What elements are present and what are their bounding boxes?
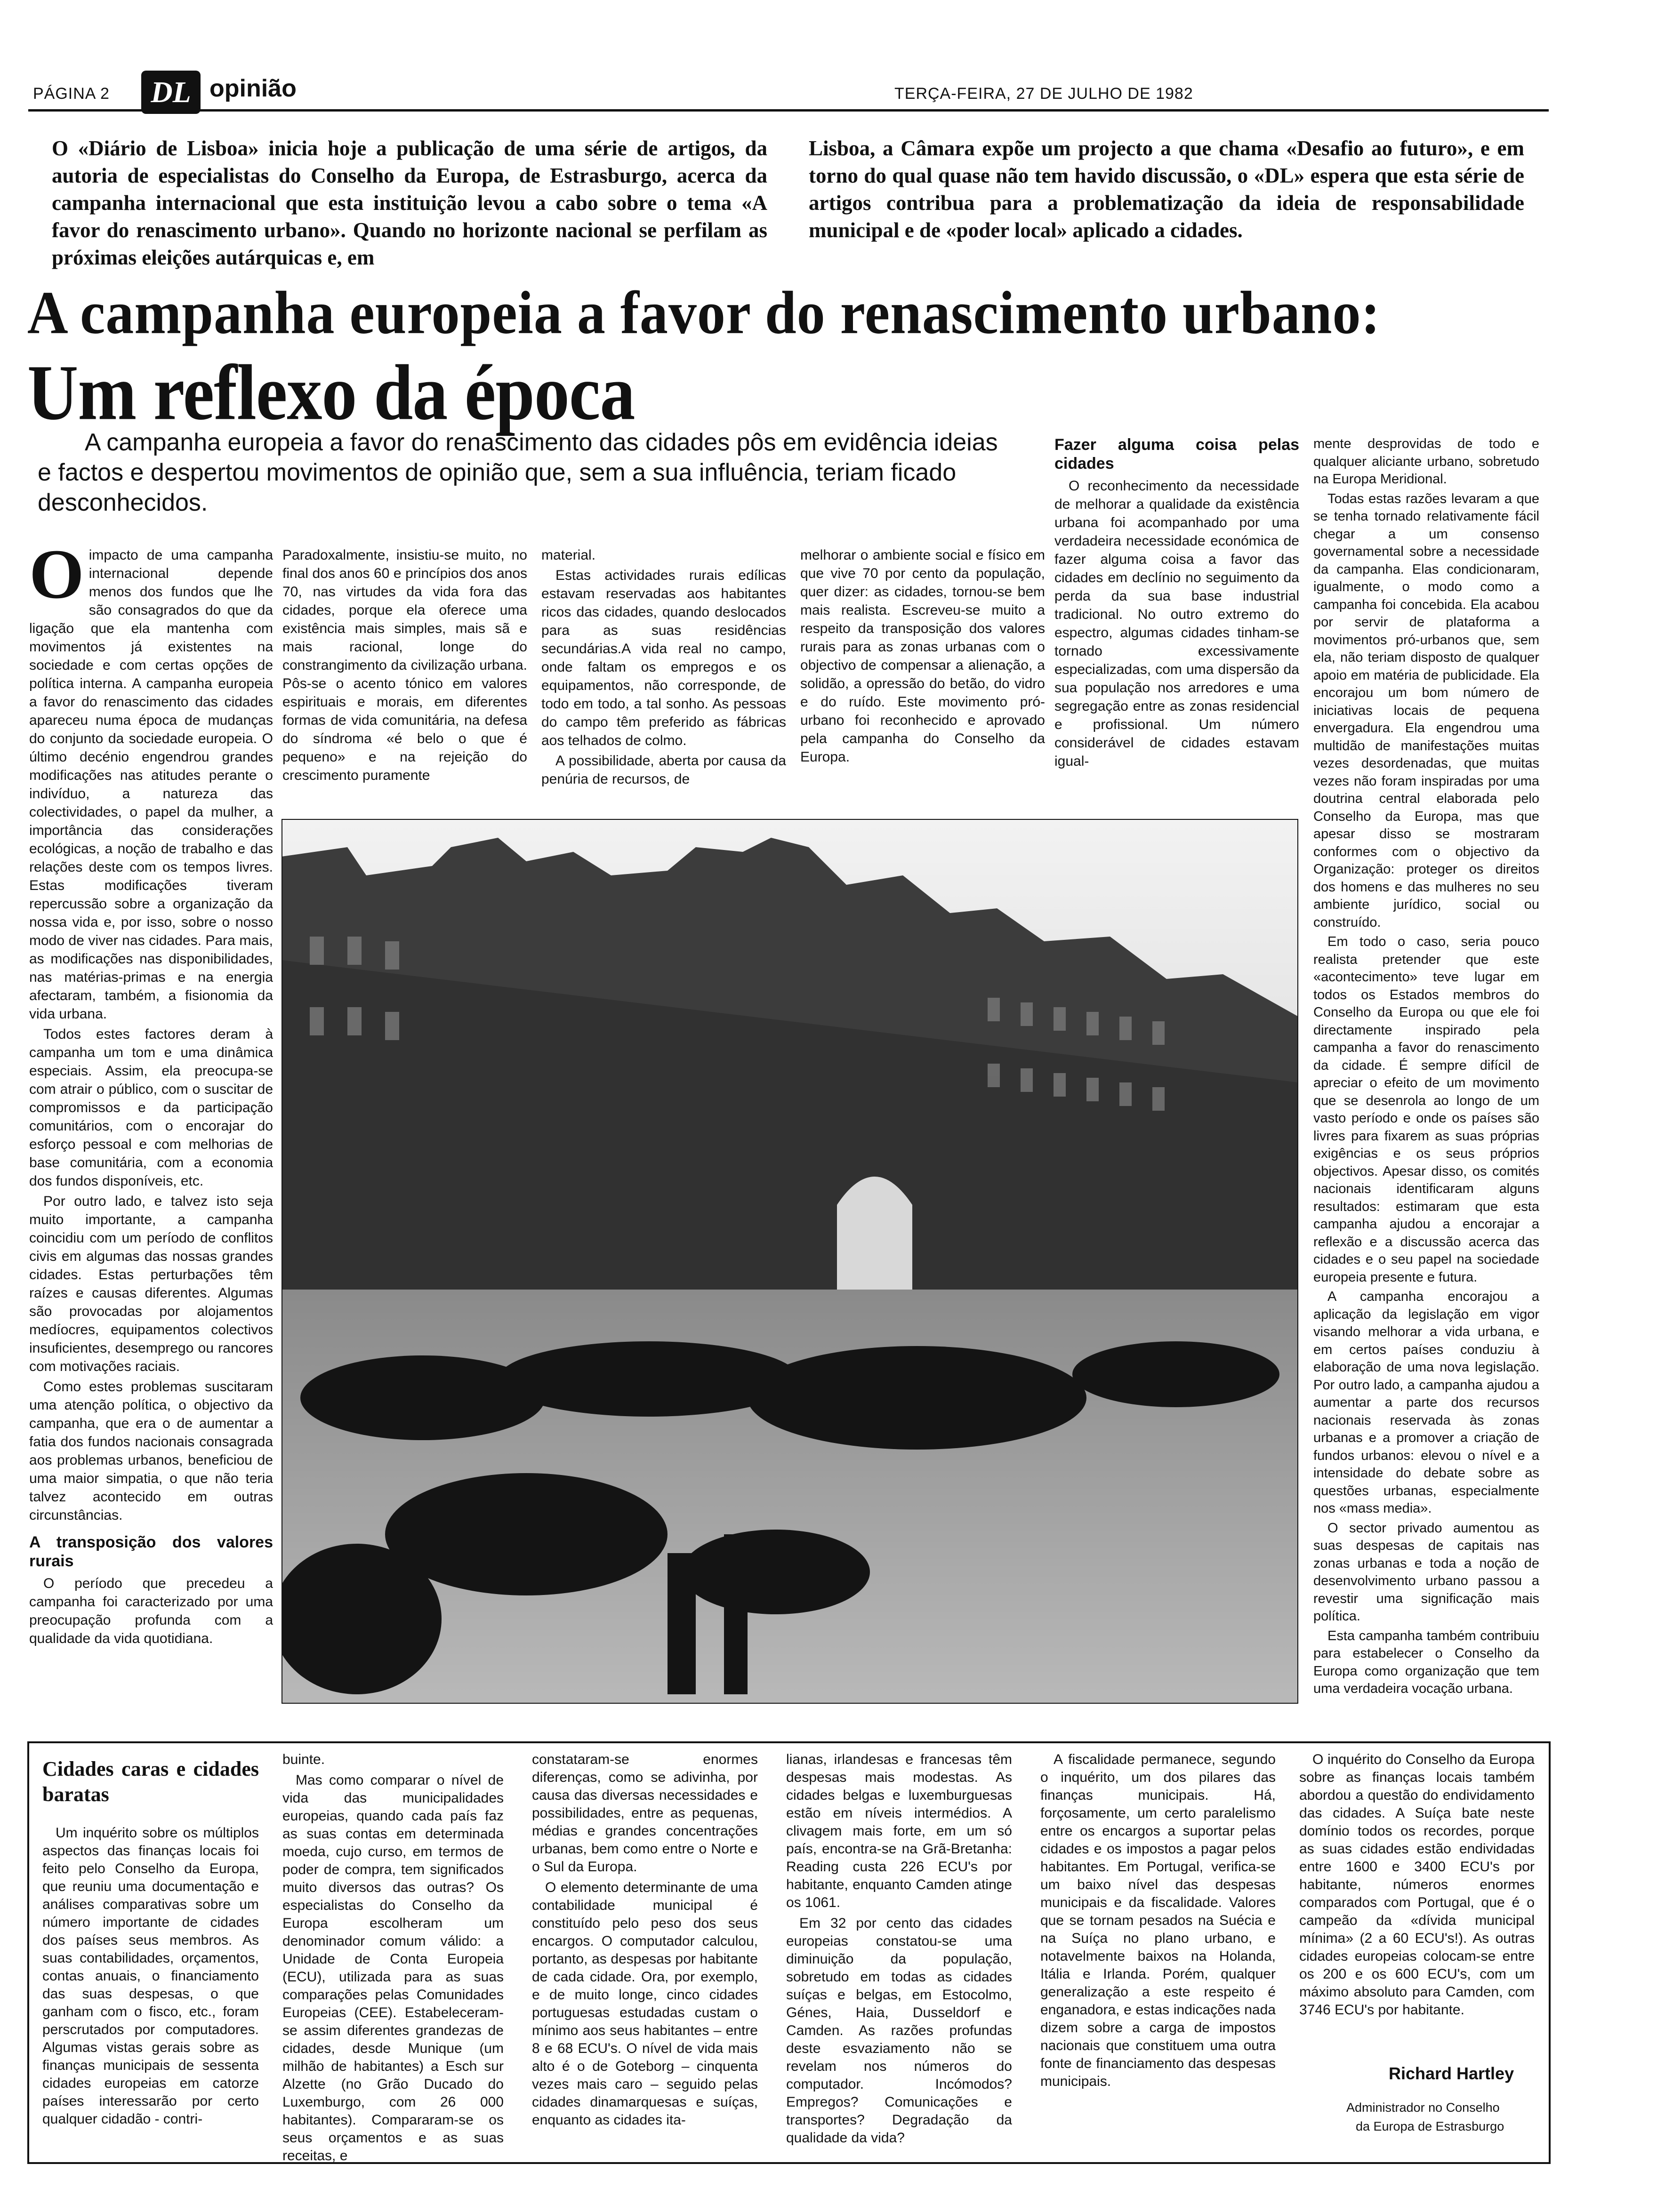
paragraph: O reconhecimento da necessidade de melhorar a qualidade da existência urbana foi acompanhado por uma verdadeira necessidade económica de fazer alguma coisa a favor das cidades em declínio no seguimento da perda da sua base industrial tradicional. No outro extremo do espectro, algumas cidades tinham-se tornado excessivamente especializadas, com uma dispersão da sua população nos arredores e uma segregação entre as zonas residencial e profissional. Um número considerável de cidades estavam igual- [1054,478,1299,769]
article-column-4 [800,546,1045,768]
article-column-2 [282,546,527,786]
paragraph: material. [541,547,596,563]
article-column-6 [1313,435,1539,1700]
paragraph: A possibilidade, aberta por causa da penúria de recursos, de [541,753,786,787]
sidebar-column-5 [1040,1751,1276,2093]
author-role-line-2: da Europa de Estrasburgo [1356,2119,1504,2133]
sidebar-column-2 [282,1751,504,2168]
paragraph: A campanha encorajou a aplicação da legislação em vigor visando melhorar a vida urbana, e em certos países conduziu à elaboração de uma nova legislação. Por outro lado, a campanha ajudou a aumentar a parte dos recursos nacionais reservada às zonas urbanas e a promover a criação de fundos urbanos: elevou o nível e a intensidade do debate sobre as questões urbanas, especialmente nos «mass media». [1313,1289,1539,1516]
drop-cap: O [29,535,84,613]
intro-left: O «Diário de Lisboa» inicia hoje a publicação de uma série de artigos, da autoria de especialistas do Conselho da Europa, de Estrasburgo, acerca da campanha internacional que esta instituição levou a cabo sobre o tema «A favor do renascimento urbano». Quando no horizonte nacional se perfilam as próximas eleições autárquicas e, em [52,136,767,269]
sidebar-column-3 [532,1751,758,2132]
photo-city-square-crowd [282,819,1298,1704]
paragraph: buinte. [282,1752,325,1767]
headline-line-1: A campanha europeia a favor do renascimento urbano: [27,279,1381,346]
masthead-rule [28,109,1549,112]
paragraph: Esta campanha também contribuiu para estabelecer o Conselho da Europa como organização que tem uma verdadeira vocação urbana. [1313,1628,1539,1696]
paragraph: Em 32 por cento das cidades europeias constatou-se uma diminuição da população, sobretudo em todas as cidades suíças e belgas, em Estocolmo, Génes, Haia, Dusseldorf e Camden. As razões profundas deste esvaziamento não se revelam nos números do computador. Incómodos? Empregos? Comunicações e transportes? Degradação da qualidade da vida? [786,1915,1012,2146]
sidebar-column-4 [786,1751,1012,2150]
paragraph: impacto de uma campanha internacional depende menos dos fundos que lhe são consagrados do que da ligação que ela mantenha com movimentos já existentes na sociedade e com certas opções de política interna. A campanha europeia a favor do renascimento das cidades apareceu numa época de mudanças do conjunto da sociedade europeia. O último decénio engendrou grandes modificações nas atitudes perante o indivíduo, a natureza das colectividades, o papel da mulher, a importância das considerações ecológicas, a noção de trabalho e das relações deste com os tempos livres. Estas modificações tiveram repercussão sobre a organização da nossa vida e, por isso, sobre o nosso modo de viver nas cidades. Para mais, as modificações nas disponibilidades, nas matérias-primas e na energia afectaram, também, a fisionomia da vida urbana. [29,547,273,1022]
paragraph: Um inquérito sobre os múltiplos aspectos das finanças locais foi feito pelo Conselho da Europa, que reuniu uma documentação e análises comparativas sobre um número importante de cidades dos países seus membros. As suas contabilidades, orçamentos, contas anuais, o financiamento das suas despesas, o que ganham com o fisco, etc., foram perscrutados por computadores. Algumas vistas gerais sobre as finanças municipais de sessenta cidades europeias em catorze países interessarão por certo qualquer cidadão - contri- [42,1825,259,2127]
sidebar-column-1 [42,1756,259,2131]
author-role-line-1: Administrador no Conselho [1346,2100,1500,2115]
paragraph: Por outro lado, e talvez isto seja muito importante, a campanha coincidiu com um período de conflitos civis em algumas das nossas grandes cidades. Estas perturbações têm raízes e causas diferentes. Algumas são provocadas por alojamentos medíocres, equipamentos colectivos insuficientes, desemprego ou rancores com motivações raciais. [29,1194,273,1374]
paragraph: constataram-se enormes diferenças, como se adivinha, por causa das diversas necessidades e possibilidades, entre as pequenas, médias e grandes concentrações urbanas, bem como entre o Norte e o Sul da Europa. [532,1752,758,1875]
newspaper-logo [141,71,201,114]
paragraph: Estas actividades rurais edílicas estavam reservadas aos habitantes ricos das cidades, quando deslocados para as suas residências secundárias.A vida real no campo, onde faltam os empregos e os equipamentos, não corresponde, de todo em todo, a tal sonho. As pessoas do campo têm preferido as fábricas aos telhados de colmo. [541,568,786,748]
logo-text: DL [151,75,191,109]
paragraph: O inquérito do Conselho da Europa sobre as finanças locais também abordou a questão do endividamento das cidades. A Suíça bate neste domínio todos os recordes, porque as suas cidades estão endividadas entre 1600 e 3400 ECU's por habitante, números enormes comparados com Portugal, que é o campeão da «dívida municipal mínima» (2 a 60 ECU's!). As outras cidades europeias colocam-se entre os 200 e os 600 ECU's, com um máximo absoluto para Camden, com 3746 ECU's por habitante. [1299,1752,1535,2018]
sidebar-column-6 [1299,1751,1535,2022]
section-title: opinião [209,75,297,102]
sidebar-title: Cidades caras e cidades baratas [42,1757,259,1806]
paragraph: A fiscalidade permanece, segundo o inquérito, um dos pilares das finanças municipais. Há, forçosamente, um certo paralelismo entre os encargos a suportar pelas cidades e os impostos a pagar pelos habitantes. Em Portugal, verifica-se um baixo nível das despesas municipais e da fiscalidade. Valores que se tornam pesados na Suécia e na Suíça no plano urbano, e notavelmente baixos na Holanda, Itália e Irlanda. Porém, qualquer generalização a este respeito é enganadora, e estas indicações nada dizem sobre a carga de impostos nacionais que constituem uma outra fonte de financiamento das despesas municipais. [1040,1752,1276,2089]
author-name: Richard Hartley [1389,2064,1514,2083]
article-column-1 [29,535,273,1650]
page-number: PÁGINA 2 [33,85,110,103]
paragraph: O período que precedeu a campanha foi caracterizado por uma preocupação profunda com a qualidade da vida quotidiana. [29,1576,273,1646]
subheading-rural-values: A transposição dos valores rurais [29,1533,273,1570]
paragraph: Todos estes factores deram à campanha um tom e uma dinâmica especiais. Assim, ela preocupa-se com atrair o público, com o suscitar de compromissos e da participação comunitários, com o encorajar do esforço pessoal e com melhorias de base comunitária, com a economia dos fundos disponíveis, etc. [29,1026,273,1189]
lead-paragraph: A campanha europeia a favor do renascimento das cidades pôs em evidência ideias e factos e despertou movimentos de opinião que, sem a sua influência, teriam ficado desconhecidos. [38,429,998,516]
paragraph: lianas, irlandesas e francesas têm despesas mais modestas. As cidades belgas e luxemburguesas estão em níveis intermédios. A clivagem mais forte, em um só país, encontra-se na Grã-Bretanha: Reading custa 226 ECU's por habitante, enquanto Camden atinge os 1061. [786,1752,1012,1910]
article-column-3 [541,546,786,790]
paragraph: Em todo o caso, seria pouco realista pretender que este «acontecimento» teve lugar em todos os Estados membros do Conselho da Europa ou que ele foi directamente inspirado pela campanha a favor do renascimento da cidade. É sempre difícil de apreciar o efeito de um movimento que se desenrola ao longo de um vasto período e onde os países são livres para fixarem as suas próprias exigências e os seus próprios objectivos. Apesar disso, os comités nacionais identificaram alguns resultados: estimaram que esta campanha ajudou a encorajar a reflexão e a discussão acerca das cidades e o seu papel na sociedade europeia presente e futura. [1313,934,1539,1285]
paragraph: mente desprovidas de todo e qualquer aliciante urbano, sobretudo na Europa Meridional. [1313,436,1539,487]
paragraph: O elemento determinante de uma contabilidade municipal é constituído pelo peso dos seus encargos. O computador calculou, portanto, as despesas por habitante de cada cidade. Ora, por exemplo, e de muito longe, cinco cidades portuguesas estudadas custam o mínimo aos seus habitantes – entre 8 e 68 ECU's. O nível de vida mais alto é o de Goteborg – cinquenta vezes mais caro – seguido pelas cidades dinamarquesas e suíças, enquanto as cidades ita- [532,1880,758,2128]
headline-line-2: Um reflexo da época [27,349,635,437]
issue-date: TERÇA-FEIRA, 27 DE JULHO DE 1982 [894,85,1193,103]
paragraph: Mas como comparar o nível de vida das municipalidades europeias, quando cada país faz as suas contas em determinada moeda, cujo curso, em termos de poder de compra, tem significados muito diversos das outras? Os especialistas do Conselho da Europa escolheram um denominador comum válido: a Unidade de Conta Europeia (ECU), utilizada para as suas comparações pelas Comunidades Europeias (CEE). Estabeleceram-se assim diferentes grandezas de cidades, desde Munique (um milhão de habitantes) a Esch sur Alzette (no Grão Ducado do Luxemburgo, com 26 000 habitantes). Compararam-se os seus orçamentos e as suas receitas, e [282,1772,504,2164]
intro-right: Lisboa, a Câmara expõe um projecto a que chama «Desafio ao futuro», e em torno do qual quase não tem havido discussão, o «DL» espera que esta série de artigos contribua para a problematização da ideia de responsabilidade municipal e de «poder local» aplicado a cidades. [809,136,1524,242]
subheading-do-something: Fazer alguma coisa pelas cidades [1054,436,1299,473]
paragraph: melhorar o ambiente social e físico em que vive 70 por cento da população, quer dizer: as cidades, tornou-se bem mais realista. Escreveu-se muito a respeito da transposição dos valores rurais para as zonas urbanas com o objectivo de compensar a alienação, a solidão, a opressão do betão, do vidro e do ruído. Este movimento pró-urbano foi reconhecido e aprovado pela campanha do Conselho da Europa. [800,547,1045,765]
paragraph: Como estes problemas suscitaram uma atenção política, o objectivo da campanha, que era o de aumentar a fatia dos fundos nacionais consagrada aos problemas urbanos, beneficiou de uma maior simpatia, o que não teria talvez acontecido em outras circunstâncias. [29,1379,273,1523]
paragraph: O sector privado aumentou as suas despesas de capitais nas zonas urbanas e toda a noção de desenvolvimento urbano passou a revestir uma significação mais política. [1313,1520,1539,1624]
paragraph: Todas estas razões levaram a que se tenha tornado relativamente fácil chegar a um consenso governamental sobre a necessidade da campanha. Elas condicionaram, igualmente, o modo como a campanha foi concebida. Ela acabou por servir de plataforma a movimentos pró-urbanos que, sem ela, não teriam disposto de qualquer apoio em matéria de publicidade. Ela encorajou um bom número de iniciativas locais de pequena envergadura. Ela engendrou uma multidão de manifestações muitas vezes desordenadas, que muitas vezes não foram inspiradas por uma doutrina central elaborada pelo Conselho da Europa, mas que apesar disso se mostraram conformes com o objectivo da Organização: proteger os direitos dos homens e das mulheres no seu ambiente jurídico, social ou construído. [1313,491,1539,930]
paragraph: Paradoxalmente, insistiu-se muito, no final dos anos 60 e princípios dos anos 70, nas virtudes da vida fora das cidades, porque ela oferece uma existência mais simples, mais sã e mais racional, longe do constrangimento da civilização urbana. Pôs-se o acento tónico em valores espirituais e morais, em diferentes formas de vida comunitária, na defesa do síndroma «é belo o que é pequeno» e na rejeição do crescimento puramente [282,547,527,783]
article-photo [282,819,1298,1704]
article-column-5 [1054,435,1299,772]
